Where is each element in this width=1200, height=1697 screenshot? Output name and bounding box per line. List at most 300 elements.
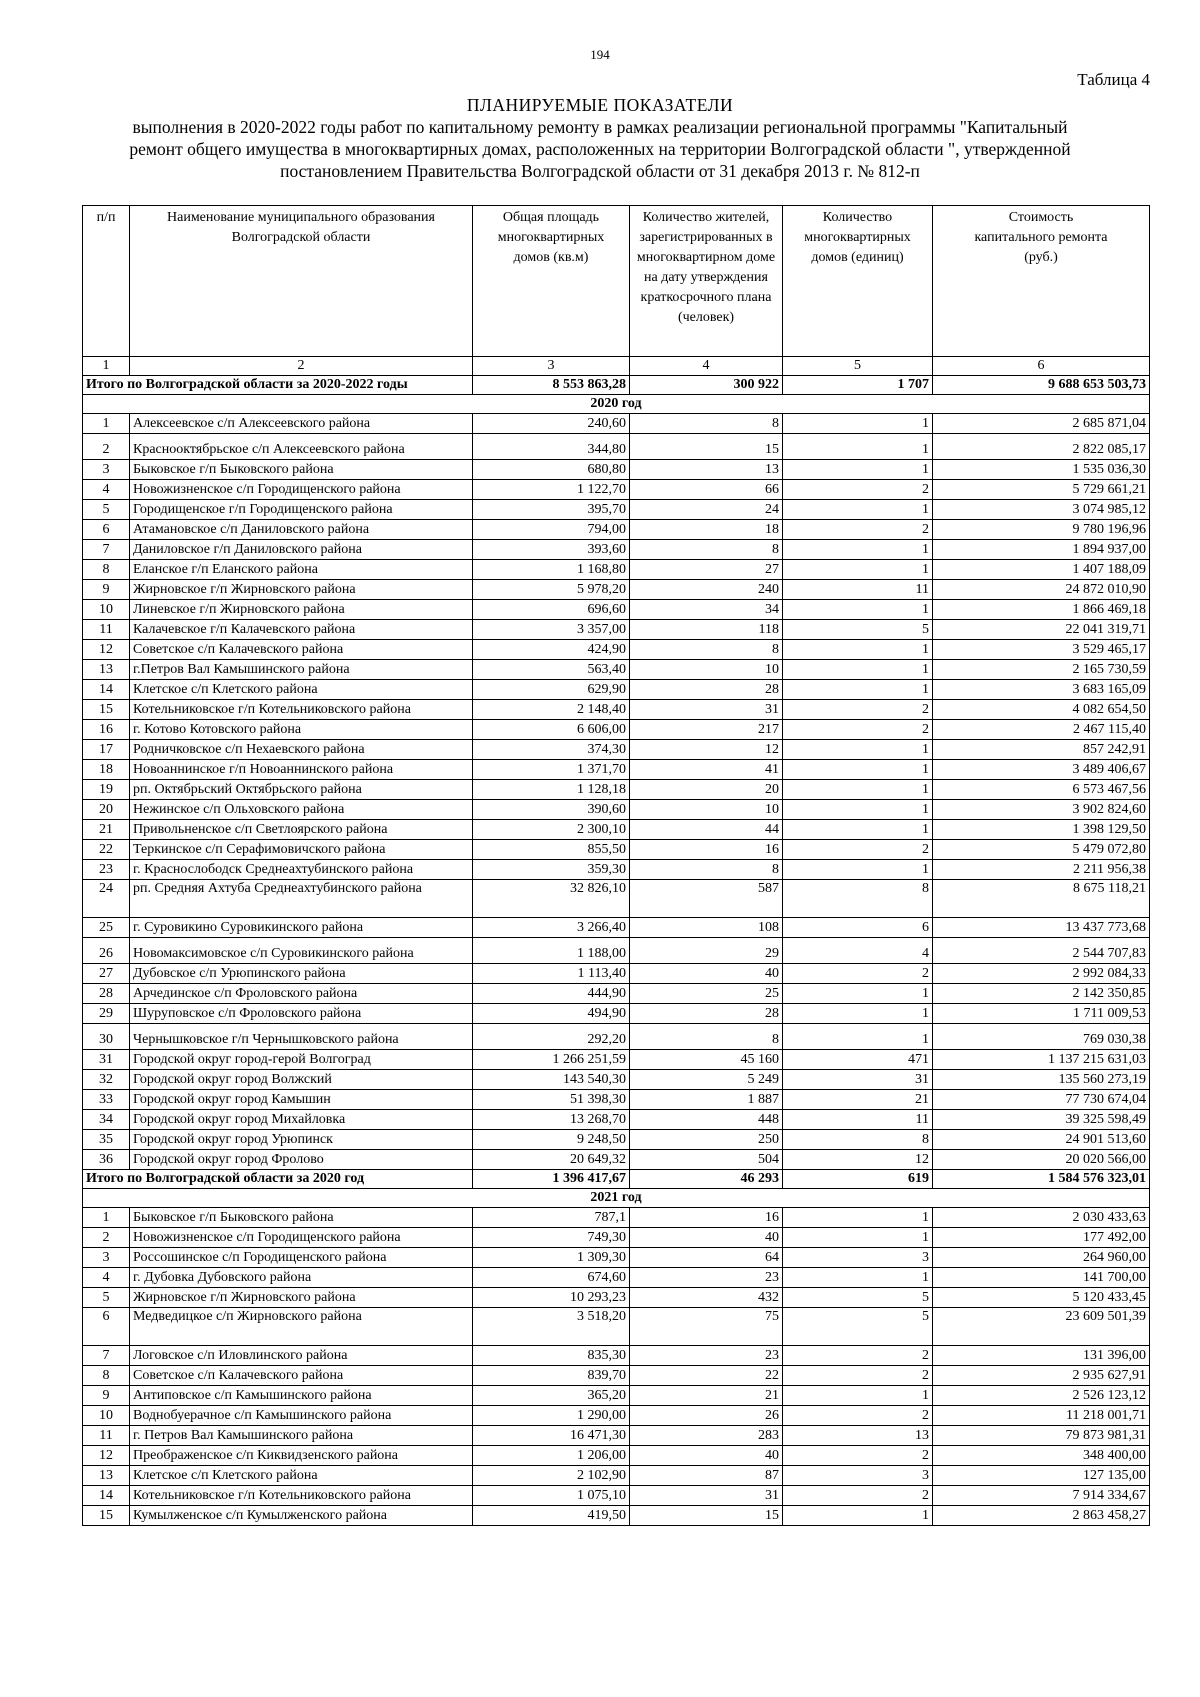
municipality-name: Городской округ город Урюпинск	[130, 1130, 473, 1150]
grand-total-residents: 300 922	[630, 376, 783, 395]
row-number: 4	[83, 1268, 130, 1288]
municipality-name: Еланское г/п Еланского района	[130, 560, 473, 580]
residents-value: 15	[630, 1506, 783, 1526]
grand-total-label: Итого по Волгоградской области за 2020-2022 годы	[83, 376, 473, 395]
houses-value: 1	[783, 800, 933, 820]
cost-value: 2 165 730,59	[933, 660, 1150, 680]
houses-value: 5	[783, 620, 933, 640]
row-number: 1	[83, 1208, 130, 1228]
area-value: 3 357,00	[473, 620, 630, 640]
table-row	[83, 434, 1150, 460]
municipality-name: Быковское г/п Быковского района	[130, 460, 473, 480]
area-value: 419,50	[473, 1506, 630, 1526]
table-row	[83, 1004, 1150, 1024]
col-header-area: Общая площадь многоквартирных домов (кв.м)	[473, 206, 630, 357]
cost-value: 2 142 350,85	[933, 984, 1150, 1004]
municipality-name: Городской округ город Михайловка	[130, 1110, 473, 1130]
cost-value: 2 685 871,04	[933, 414, 1150, 434]
table-row	[83, 800, 1150, 820]
area-value: 1 168,80	[473, 560, 630, 580]
cost-value: 2 030 433,63	[933, 1208, 1150, 1228]
table-row	[83, 1090, 1150, 1110]
row-number: 12	[83, 640, 130, 660]
table-row	[83, 1466, 1150, 1486]
row-number: 11	[83, 620, 130, 640]
houses-value: 1	[783, 640, 933, 660]
area-value: 787,1	[473, 1208, 630, 1228]
residents-value: 8	[630, 1024, 783, 1050]
residents-value: 34	[630, 600, 783, 620]
municipality-name: Линевское г/п Жирновского района	[130, 600, 473, 620]
table-row	[83, 860, 1150, 880]
area-value: 563,40	[473, 660, 630, 680]
cost-value: 1 711 009,53	[933, 1004, 1150, 1024]
municipality-name: Городской округ город Волжский	[130, 1070, 473, 1090]
table-row	[83, 1386, 1150, 1406]
row-number: 12	[83, 1446, 130, 1466]
residents-value: 5 249	[630, 1070, 783, 1090]
area-value: 749,30	[473, 1228, 630, 1248]
municipality-name: г. Петров Вал Камышинского района	[130, 1426, 473, 1446]
residents-value: 27	[630, 560, 783, 580]
municipality-name: Краснооктябрьское с/п Алексеевского района	[130, 434, 473, 460]
col-header-houses: Количество многоквартирных домов (единиц)	[783, 206, 933, 357]
area-value: 1 290,00	[473, 1406, 630, 1426]
residents-value: 64	[630, 1248, 783, 1268]
houses-value: 1	[783, 560, 933, 580]
row-number: 35	[83, 1130, 130, 1150]
municipality-name: Котельниковское г/п Котельниковского района	[130, 700, 473, 720]
area-value: 1 309,30	[473, 1248, 630, 1268]
table-row	[83, 984, 1150, 1004]
table-row	[83, 1288, 1150, 1308]
residents-value: 250	[630, 1130, 783, 1150]
municipality-name: Родничковское с/п Нехаевского района	[130, 740, 473, 760]
residents-value: 8	[630, 640, 783, 660]
residents-value: 28	[630, 680, 783, 700]
document-header	[70, 94, 1130, 182]
residents-value: 8	[630, 860, 783, 880]
municipality-name: Арчединское с/п Фроловского района	[130, 984, 473, 1004]
row-number: 17	[83, 740, 130, 760]
row-number: 13	[83, 1466, 130, 1486]
row-number: 36	[83, 1150, 130, 1170]
table-row	[83, 1070, 1150, 1090]
municipality-name: рп. Октябрьский Октябрьского района	[130, 780, 473, 800]
municipality-name: г. Котово Котовского района	[130, 720, 473, 740]
cost-value: 2 863 458,27	[933, 1506, 1150, 1526]
municipality-name: г.Петров Вал Камышинского района	[130, 660, 473, 680]
table-row	[83, 620, 1150, 640]
row-number: 21	[83, 820, 130, 840]
municipality-name: Клетское с/п Клетского района	[130, 680, 473, 700]
row-number: 8	[83, 560, 130, 580]
table-row	[83, 1268, 1150, 1288]
houses-value: 11	[783, 1110, 933, 1130]
year-2020-total-residents: 46 293	[630, 1170, 783, 1189]
row-number: 15	[83, 1506, 130, 1526]
table-row	[83, 820, 1150, 840]
cost-value: 348 400,00	[933, 1446, 1150, 1466]
residents-value: 16	[630, 840, 783, 860]
municipality-name: г. Суровикино Суровикинского района	[130, 918, 473, 938]
row-number: 1	[83, 414, 130, 434]
area-value: 2 148,40	[473, 700, 630, 720]
area-value: 1 128,18	[473, 780, 630, 800]
houses-value: 1	[783, 600, 933, 620]
cost-value: 2 822 085,17	[933, 434, 1150, 460]
municipality-name: Антиповское с/п Камышинского района	[130, 1386, 473, 1406]
houses-value: 1	[783, 1268, 933, 1288]
municipality-name: Новожизненское с/п Городищенского района	[130, 1228, 473, 1248]
cost-value: 20 020 566,00	[933, 1150, 1150, 1170]
area-value: 835,30	[473, 1346, 630, 1366]
residents-value: 24	[630, 500, 783, 520]
residents-value: 40	[630, 1228, 783, 1248]
residents-value: 18	[630, 520, 783, 540]
area-value: 240,60	[473, 414, 630, 434]
cost-value: 2 992 084,33	[933, 964, 1150, 984]
area-value: 794,00	[473, 520, 630, 540]
residents-value: 108	[630, 918, 783, 938]
row-number: 7	[83, 540, 130, 560]
row-number: 9	[83, 1386, 130, 1406]
residents-value: 66	[630, 480, 783, 500]
municipality-name: Россошинское с/п Городищенского района	[130, 1248, 473, 1268]
municipality-name: Быковское г/п Быковского района	[130, 1208, 473, 1228]
residents-value: 118	[630, 620, 783, 640]
year-2020-total-row	[83, 1170, 1150, 1189]
residents-value: 20	[630, 780, 783, 800]
table-row	[83, 640, 1150, 660]
houses-value: 2	[783, 1406, 933, 1426]
row-number: 6	[83, 520, 130, 540]
cost-value: 3 529 465,17	[933, 640, 1150, 660]
houses-value: 1	[783, 460, 933, 480]
houses-value: 471	[783, 1050, 933, 1070]
houses-value: 1	[783, 1506, 933, 1526]
table-row	[83, 1228, 1150, 1248]
area-value: 390,60	[473, 800, 630, 820]
table-row	[83, 918, 1150, 938]
area-value: 393,60	[473, 540, 630, 560]
houses-value: 31	[783, 1070, 933, 1090]
area-value: 16 471,30	[473, 1426, 630, 1446]
indicators-table	[82, 205, 1150, 1526]
row-number: 8	[83, 1366, 130, 1386]
houses-value: 1	[783, 780, 933, 800]
houses-value: 1	[783, 740, 933, 760]
table-row	[83, 964, 1150, 984]
row-number: 13	[83, 660, 130, 680]
row-number: 22	[83, 840, 130, 860]
row-number: 3	[83, 460, 130, 480]
municipality-name: Клетское с/п Клетского района	[130, 1466, 473, 1486]
table-row	[83, 1346, 1150, 1366]
municipality-name: Алексеевское с/п Алексеевского района	[130, 414, 473, 434]
table-header-row	[83, 206, 1150, 357]
residents-value: 23	[630, 1346, 783, 1366]
municipality-name: Городской округ город Фролово	[130, 1150, 473, 1170]
cost-value: 7 914 334,67	[933, 1486, 1150, 1506]
cost-value: 131 396,00	[933, 1346, 1150, 1366]
residents-value: 26	[630, 1406, 783, 1426]
grand-total-cost: 9 688 653 503,73	[933, 376, 1150, 395]
col-header-number: п/п	[83, 206, 130, 357]
residents-value: 10	[630, 660, 783, 680]
cost-value: 8 675 118,21	[933, 880, 1150, 918]
houses-value: 2	[783, 964, 933, 984]
municipality-name: Даниловское г/п Даниловского района	[130, 540, 473, 560]
area-value: 1 075,10	[473, 1486, 630, 1506]
residents-value: 240	[630, 580, 783, 600]
area-value: 680,80	[473, 460, 630, 480]
cost-value: 5 120 433,45	[933, 1288, 1150, 1308]
cost-value: 1 398 129,50	[933, 820, 1150, 840]
column-number: 1	[83, 357, 130, 376]
cost-value: 1 407 188,09	[933, 560, 1150, 580]
cost-value: 1 894 937,00	[933, 540, 1150, 560]
cost-value: 79 873 981,31	[933, 1426, 1150, 1446]
houses-value: 3	[783, 1248, 933, 1268]
houses-value: 1	[783, 660, 933, 680]
column-number: 5	[783, 357, 933, 376]
cost-value: 2 467 115,40	[933, 720, 1150, 740]
residents-value: 12	[630, 740, 783, 760]
row-number: 31	[83, 1050, 130, 1070]
municipality-name: Шуруповское с/п Фроловского района	[130, 1004, 473, 1024]
row-number: 26	[83, 938, 130, 964]
area-value: 839,70	[473, 1366, 630, 1386]
area-value: 2 300,10	[473, 820, 630, 840]
row-number: 18	[83, 760, 130, 780]
residents-value: 23	[630, 1268, 783, 1288]
table-row	[83, 500, 1150, 520]
row-number: 11	[83, 1426, 130, 1446]
page-number: 194	[590, 47, 610, 62]
area-value: 1 122,70	[473, 480, 630, 500]
table-row	[83, 840, 1150, 860]
cost-value: 769 030,38	[933, 1024, 1150, 1050]
area-value: 32 826,10	[473, 880, 630, 918]
table-row	[83, 760, 1150, 780]
cost-value: 11 218 001,71	[933, 1406, 1150, 1426]
residents-value: 31	[630, 1486, 783, 1506]
area-value: 1 206,00	[473, 1446, 630, 1466]
houses-value: 1	[783, 1228, 933, 1248]
year-2020-heading-row	[83, 395, 1150, 414]
document-subtitle-line-3: постановлением Правительства Волгоградской области от 31 декабря 2013 г. № 812-п	[280, 161, 920, 181]
table-row	[83, 460, 1150, 480]
houses-value: 1	[783, 1024, 933, 1050]
table-row	[83, 1024, 1150, 1050]
row-number: 5	[83, 500, 130, 520]
cost-value: 1 866 469,18	[933, 600, 1150, 620]
area-value: 494,90	[473, 1004, 630, 1024]
table-row	[83, 580, 1150, 600]
row-number: 16	[83, 720, 130, 740]
row-number: 29	[83, 1004, 130, 1024]
residents-value: 22	[630, 1366, 783, 1386]
municipality-name: Новоаннинское г/п Новоаннинского района	[130, 760, 473, 780]
cost-value: 141 700,00	[933, 1268, 1150, 1288]
row-number: 2	[83, 1228, 130, 1248]
table-row	[83, 780, 1150, 800]
cost-value: 264 960,00	[933, 1248, 1150, 1268]
residents-value: 1 887	[630, 1090, 783, 1110]
houses-value: 1	[783, 540, 933, 560]
cost-value: 135 560 273,19	[933, 1070, 1150, 1090]
cost-value: 3 902 824,60	[933, 800, 1150, 820]
row-number: 28	[83, 984, 130, 1004]
houses-value: 5	[783, 1288, 933, 1308]
houses-value: 1	[783, 680, 933, 700]
houses-value: 1	[783, 984, 933, 1004]
residents-value: 16	[630, 1208, 783, 1228]
table-body	[83, 357, 1150, 1526]
area-value: 365,20	[473, 1386, 630, 1406]
residents-value: 45 160	[630, 1050, 783, 1070]
residents-value: 40	[630, 1446, 783, 1466]
table-label: Таблица 4	[1077, 70, 1150, 89]
table-row	[83, 540, 1150, 560]
table-row	[83, 560, 1150, 580]
houses-value: 3	[783, 1466, 933, 1486]
row-number: 5	[83, 1288, 130, 1308]
municipality-name: рп. Средняя Ахтуба Среднеахтубинского района	[130, 880, 473, 918]
area-value: 444,90	[473, 984, 630, 1004]
row-number: 33	[83, 1090, 130, 1110]
municipality-name: Медведицкое с/п Жирновского района	[130, 1308, 473, 1346]
col-header-cost: Стоимость капитального ремонта (руб.)	[933, 206, 1150, 357]
municipality-name: Городищенское г/п Городищенского района	[130, 500, 473, 520]
row-number: 32	[83, 1070, 130, 1090]
houses-value: 1	[783, 820, 933, 840]
cost-value: 3 489 406,67	[933, 760, 1150, 780]
grand-total-row	[83, 376, 1150, 395]
residents-value: 44	[630, 820, 783, 840]
column-number: 2	[130, 357, 473, 376]
cost-value: 24 901 513,60	[933, 1130, 1150, 1150]
cost-value: 177 492,00	[933, 1228, 1150, 1248]
grand-total-area: 8 553 863,28	[473, 376, 630, 395]
table-row	[83, 1446, 1150, 1466]
year-2020-label: 2020 год	[83, 395, 1150, 414]
cost-value: 2 526 123,12	[933, 1386, 1150, 1406]
area-value: 143 540,30	[473, 1070, 630, 1090]
area-value: 3 266,40	[473, 918, 630, 938]
cost-value: 2 544 707,83	[933, 938, 1150, 964]
municipality-name: Городской округ город-герой Волгоград	[130, 1050, 473, 1070]
area-value: 629,90	[473, 680, 630, 700]
residents-value: 29	[630, 938, 783, 964]
residents-value: 21	[630, 1386, 783, 1406]
area-value: 3 518,20	[473, 1308, 630, 1346]
row-number: 20	[83, 800, 130, 820]
cost-value: 1 535 036,30	[933, 460, 1150, 480]
houses-value: 1	[783, 1004, 933, 1024]
table-row	[83, 1248, 1150, 1268]
municipality-name: Теркинское с/п Серафимовичского района	[130, 840, 473, 860]
cost-value: 1 137 215 631,03	[933, 1050, 1150, 1070]
year-2021-heading-row	[83, 1189, 1150, 1208]
row-number: 30	[83, 1024, 130, 1050]
municipality-name: Чернышковское г/п Чернышковского района	[130, 1024, 473, 1050]
area-value: 1 113,40	[473, 964, 630, 984]
row-number: 4	[83, 480, 130, 500]
column-number: 3	[473, 357, 630, 376]
houses-value: 1	[783, 500, 933, 520]
cost-value: 3 074 985,12	[933, 500, 1150, 520]
table-row	[83, 1130, 1150, 1150]
area-value: 2 102,90	[473, 1466, 630, 1486]
residents-value: 8	[630, 540, 783, 560]
municipality-name: Атамановское с/п Даниловского района	[130, 520, 473, 540]
area-value: 374,30	[473, 740, 630, 760]
area-value: 13 268,70	[473, 1110, 630, 1130]
cost-value: 2 211 956,38	[933, 860, 1150, 880]
table-row	[83, 880, 1150, 918]
row-number: 2	[83, 434, 130, 460]
houses-value: 5	[783, 1308, 933, 1346]
table-row	[83, 740, 1150, 760]
table-row	[83, 1426, 1150, 1446]
houses-value: 2	[783, 840, 933, 860]
table-row	[83, 1406, 1150, 1426]
cost-value: 13 437 773,68	[933, 918, 1150, 938]
houses-value: 2	[783, 1346, 933, 1366]
table-row	[83, 1486, 1150, 1506]
residents-value: 31	[630, 700, 783, 720]
row-number: 25	[83, 918, 130, 938]
year-2020-total-area: 1 396 417,67	[473, 1170, 630, 1189]
houses-value: 8	[783, 1130, 933, 1150]
municipality-name: Калачевское г/п Калачевского района	[130, 620, 473, 640]
municipality-name: Новожизненское с/п Городищенского района	[130, 480, 473, 500]
cost-value: 9 780 196,96	[933, 520, 1150, 540]
houses-value: 11	[783, 580, 933, 600]
area-value: 1 188,00	[473, 938, 630, 964]
area-value: 424,90	[473, 640, 630, 660]
row-number: 14	[83, 680, 130, 700]
residents-value: 587	[630, 880, 783, 918]
houses-value: 1	[783, 434, 933, 460]
area-value: 1 371,70	[473, 760, 630, 780]
municipality-name: г. Краснослободск Среднеахтубинского района	[130, 860, 473, 880]
area-value: 6 606,00	[473, 720, 630, 740]
area-value: 9 248,50	[473, 1130, 630, 1150]
document-subtitle-line-2: ремонт общего имущества в многоквартирных домах, расположенных на территории Волгоградской области ", утвержденной	[129, 139, 1071, 159]
municipality-name: г. Дубовка Дубовского района	[130, 1268, 473, 1288]
cost-value: 24 872 010,90	[933, 580, 1150, 600]
table-row	[83, 1110, 1150, 1130]
houses-value: 2	[783, 700, 933, 720]
table-row	[83, 1366, 1150, 1386]
residents-value: 15	[630, 434, 783, 460]
table-row	[83, 720, 1150, 740]
residents-value: 13	[630, 460, 783, 480]
residents-value: 283	[630, 1426, 783, 1446]
houses-value: 2	[783, 1446, 933, 1466]
cost-value: 39 325 598,49	[933, 1110, 1150, 1130]
houses-value: 1	[783, 414, 933, 434]
table-row	[83, 680, 1150, 700]
area-value: 51 398,30	[473, 1090, 630, 1110]
municipality-name: Воднобуерачное с/п Камышинского района	[130, 1406, 473, 1426]
residents-value: 8	[630, 414, 783, 434]
table-row	[83, 660, 1150, 680]
cost-value: 77 730 674,04	[933, 1090, 1150, 1110]
